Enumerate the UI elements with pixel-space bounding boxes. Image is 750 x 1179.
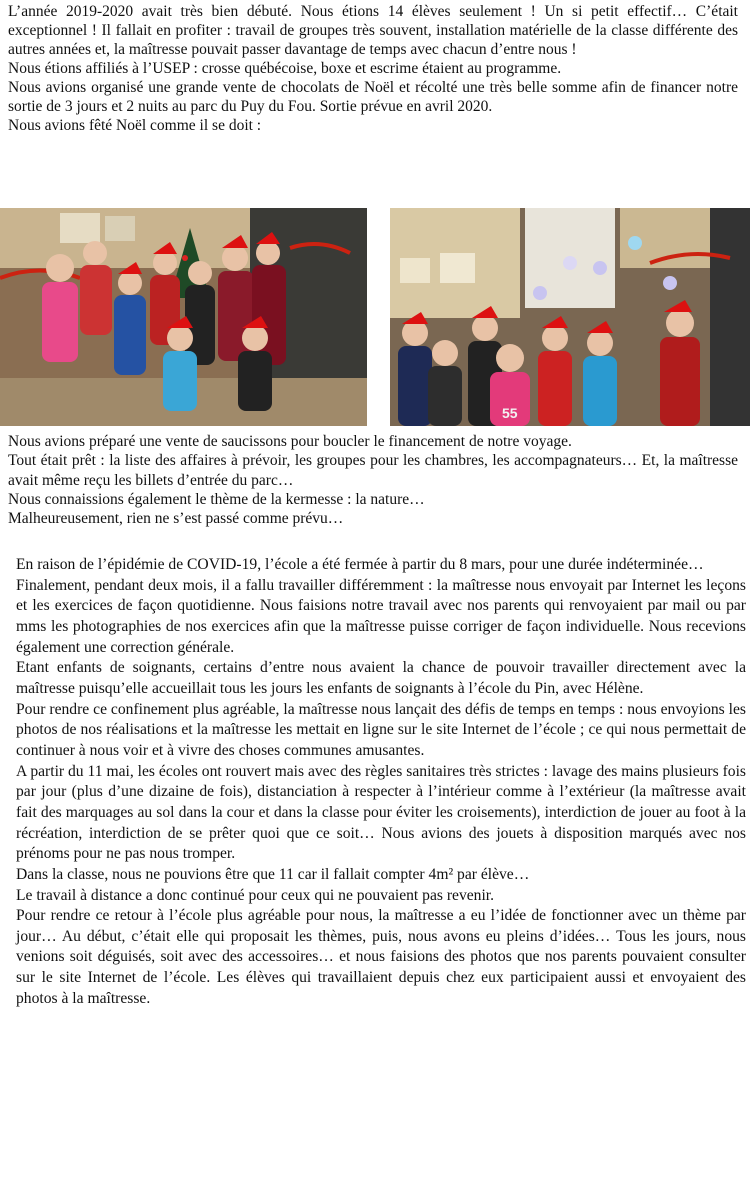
middle-section (8, 432, 738, 528)
covid-paragraph-7: Le travail à distance a donc continué pour ceux qui ne pouvaient pas revenir. (16, 886, 495, 904)
middle-paragraph-3: Nous connaissions également le thème de la kermesse : la nature… (8, 490, 425, 508)
covid-paragraph-6: Dans la classe, nous ne pouvions être que 11 car il fallait compter 4m² par élève… (16, 865, 530, 883)
intro-section (8, 2, 738, 135)
christmas-group-photo-left (0, 208, 367, 426)
covid-section (16, 555, 746, 1009)
intro-paragraph-1: L’année 2019-2020 avait très bien débuté. Nous étions 14 élèves seulement ! Un si petit effectif… C’était exceptionnel ! Il fallait en profiter : travail de groupes très souvent, installation matérielle de la classe différente des autres années et, la maîtresse pouvait passer davantage de temps avec chacun d’entre nous ! (8, 3, 738, 58)
covid-paragraph-3: Etant enfants de soignants, certains d’entre nous avaient la chance de pouvoir travailler directement avec la maîtresse puisqu’elle accueillait tous les jours les enfants de soignants à l’école du Pin, avec Hélène. (16, 659, 746, 697)
christmas-group-photo-right (390, 208, 750, 426)
intro-paragraph-2: Nous étions affiliés à l’USEP : crosse québécoise, boxe et escrime étaient au programme. (8, 60, 562, 77)
shirt-number: 55 (502, 405, 518, 421)
covid-paragraph-5: A partir du 11 mai, les écoles ont rouvert mais avec des règles sanitaires très strictes : lavage des mains plusieurs fois par jour (plus d’une dizaine de fois), distanciation à respecter à l’intérieur comme à l’extérieur (la maîtresse avait fait des marquages au sol dans la cour et dans la classe pour éviter les croisements), interdiction de jouer au foot à la récréation, interdiction de se prêter quoi que ce soit… Nous avions des jouets à disposition marqués avec nos prénoms pour ne pas nous tromper. (16, 762, 746, 863)
intro-paragraph-3: Nous avions organisé une grande vente de chocolats de Noël et récolté une très belle somme afin de financer notre sortie de 3 jours et 2 nuits au parc du Puy du Fou. Sortie prévue en avril 2020. (8, 79, 738, 115)
covid-paragraph-2: Finalement, pendant deux mois, il a fallu travailler différemment : la maîtresse nous envoyait par Internet les leçons et les exercices de façon quotidienne. Nous faisions notre travail avec nos parents qui renvoyaient par mail ou par mms les photographies de nos exercices afin que la maîtresse puisse corriger de façon individuelle. Nous recevions également une correction générale. (16, 576, 746, 656)
middle-paragraph-2: Tout était prêt : la liste des affaires à prévoir, les groupes pour les chambres, les accompagnateurs… Et, la maîtresse avait même reçu les billets d’entrée du parc… (8, 452, 738, 489)
middle-paragraph-1: Nous avions préparé une vente de saucissons pour boucler le financement de notre voyage. (8, 433, 572, 450)
intro-paragraph-4: Nous avions fêté Noël comme il se doit : (8, 117, 262, 134)
covid-paragraph-4: Pour rendre ce confinement plus agréable, la maîtresse nous lançait des défis de temps en temps : nous envoyions les photos de nos réalisations et la maîtresse les mettait en ligne sur le site Internet de l’école ; ce qui nous permettait de continuer à nous voir et à vivre des choses communes amusantes. (16, 700, 746, 759)
middle-paragraph-4: Malheureusement, rien ne s’est passé comme prévu… (8, 510, 344, 528)
covid-paragraph-1: En raison de l’épidémie de COVID-19, l’école a été fermée à partir du 8 mars, pour une durée indéterminée… (16, 556, 704, 573)
covid-paragraph-8: Pour rendre ce retour à l’école plus agréable pour nous, la maîtresse a eu l’idée de fonctionner avec un thème par jour… Au début, c’était elle qui proposait les thèmes, puis, nous avons eu pleins d’idées… Tous les jours, nous venions soit déguisés, soit avec des accessoires… et nous faisions des photos que nos parents pouvaient consulter sur le site Internet de l’école. Les élèves qui travaillaient depuis chez eux participaient aussi et envoyaient des photos à la maîtresse. (16, 907, 746, 1007)
